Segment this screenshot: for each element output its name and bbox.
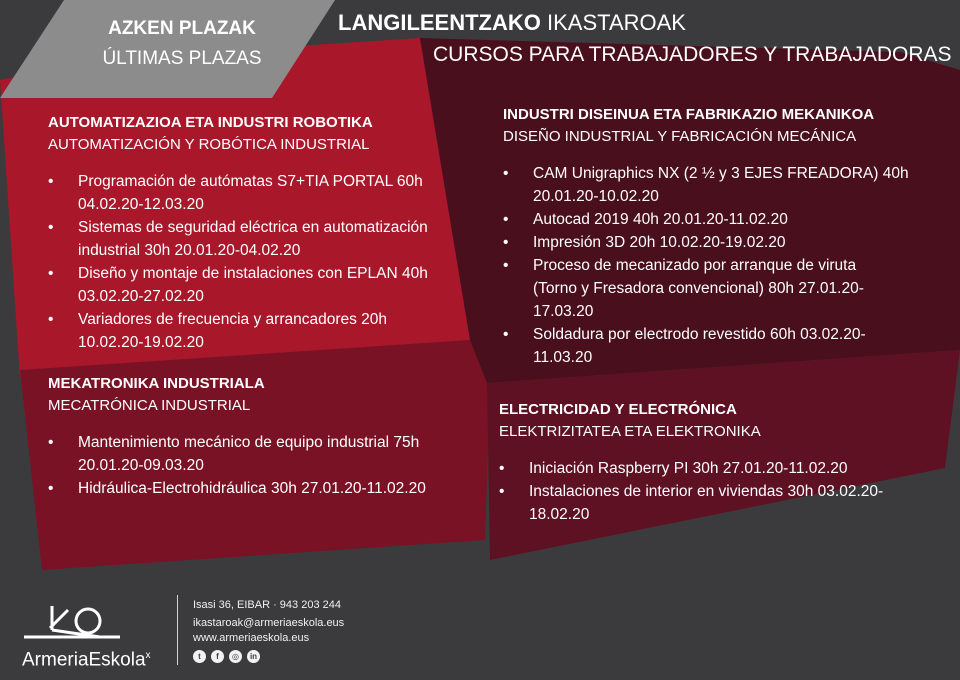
section-title: MEKATRONIKA INDUSTRIALA [48,375,265,392]
course-line: 04.02.20-12.03.20 [78,196,204,213]
bullet: • [503,257,509,274]
course-item [48,170,478,216]
page-title-rest: IKASTAROAK [540,10,686,35]
course-item [499,457,939,480]
mechatronics-section [48,373,478,500]
course-line: 20.01.20-10.02.20 [533,188,659,205]
bullet: • [503,326,509,343]
bullet: • [48,265,54,282]
section-subtitle: AUTOMATIZACIÓN Y ROBÓTICA INDUSTRIAL [48,136,370,153]
bullet: • [48,434,54,451]
facebook-icon[interactable]: f [211,650,224,663]
course-line: 20.01.20-09.03.20 [78,457,204,474]
section-title: AUTOMATIZAZIOA ETA INDUSTRI ROBOTIKA [48,114,373,131]
page-title [338,10,686,36]
bullet: • [503,234,509,251]
bullet: • [499,483,505,500]
course-line: Variadores de frecuencia y arrancadores 20h [78,311,388,328]
bullet: • [48,173,54,190]
website-link[interactable]: www.armeriaeskola.eus [193,632,310,644]
course-item [48,431,478,477]
course-item [499,480,939,526]
course-item [503,162,943,208]
electricity-section [499,399,939,526]
course-line: Sistemas de seguridad eléctrica en automatización [78,219,428,236]
course-line: Diseño y montaje de instalaciones con EPLAN 40h [78,265,428,282]
email-link[interactable]: ikastaroak@armeriaeskola.eus [193,617,345,629]
course-line: 18.02.20 [529,506,590,523]
course-item [503,254,943,323]
course-line: 11.03.20 [533,349,593,366]
bullet: • [48,480,54,497]
badge-title-spanish: ÚLTIMAS PLAZAS [102,48,262,69]
course-line: industrial 30h 20.01.20-04.02.20 [78,242,301,259]
section-subtitle: DISEÑO INDUSTRIAL Y FABRICACIÓN MECÁNICA [503,128,857,145]
section-title: ELECTRICIDAD Y ELECTRÓNICA [499,401,737,418]
bullet: • [499,460,505,477]
automation-section [48,112,478,354]
linkedin-icon[interactable]: in [247,650,260,663]
course-list [499,457,939,526]
course-item [48,477,478,500]
footer-divider [177,595,178,665]
bullet: • [48,311,54,328]
course-line: Autocad 2019 40h 20.01.20-11.02.20 [533,211,788,228]
address-text: Isasi 36, EIBAR · 943 203 244 [193,599,341,611]
course-line: 17.03.20 [533,303,594,320]
course-line: Hidráulica-Electrohidráulica 30h 27.01.20-11.02.20 [78,480,426,497]
course-line: CAM Unigraphics NX (2 ½ y 3 EJES FREADORA) 40h [533,165,909,182]
course-line: Soldadura por electrodo revestido 60h 03.02.20- [533,326,866,343]
logo-text: ArmeriaEskola [22,649,146,671]
section-subtitle: ELEKTRIZITATEA ETA ELEKTRONIKA [499,423,761,440]
armeria-logo-icon [22,604,122,644]
bullet: • [503,211,509,228]
twitter-icon[interactable]: t [193,650,206,663]
course-line: Impresión 3D 20h 10.02.20-19.02.20 [533,234,786,251]
course-line: Iniciación Raspberry PI 30h 27.01.20-11.02.20 [529,460,848,477]
badge-title-basque: AZKEN PLAZAK [108,18,256,39]
last-places-badge [62,18,302,70]
instagram-icon[interactable]: ◎ [229,650,242,663]
course-item [503,208,943,231]
course-line: Instalaciones de interior en viviendas 30h 03.02.20- [529,483,884,500]
design-section [503,104,943,369]
course-item [48,308,478,354]
course-line: Proceso de mecanizado por arranque de viruta [533,257,857,274]
course-list [48,170,478,354]
course-list [48,431,478,500]
course-item [503,231,943,254]
course-item [503,323,943,369]
course-line: Programación de autómatas S7+TIA PORTAL 60h [78,173,423,190]
page-title-bold: LANGILEENTZAKO [338,10,541,35]
social-icons [193,650,260,663]
bullet: • [503,165,509,182]
logo-superscript: x [145,650,151,661]
course-item [48,216,478,262]
page-subtitle: CURSOS PARA TRABAJADORES Y TRABAJADORAS [433,43,952,66]
course-line: (Torno y Fresadora convencional) 80h 27.01.20- [533,280,864,297]
course-list [503,162,943,369]
course-item [48,262,478,308]
section-title: INDUSTRI DISEINUA ETA FABRIKAZIO MEKANIKOA [503,106,875,123]
logo-name [22,645,151,671]
course-line: 10.02.20-19.02.20 [78,334,204,351]
bullet: • [48,219,54,236]
section-subtitle: MECATRÓNICA INDUSTRIAL [48,397,251,414]
course-line: 03.02.20-27.02.20 [78,288,204,305]
course-line: Mantenimiento mecánico de equipo industrial 75h [78,434,420,451]
